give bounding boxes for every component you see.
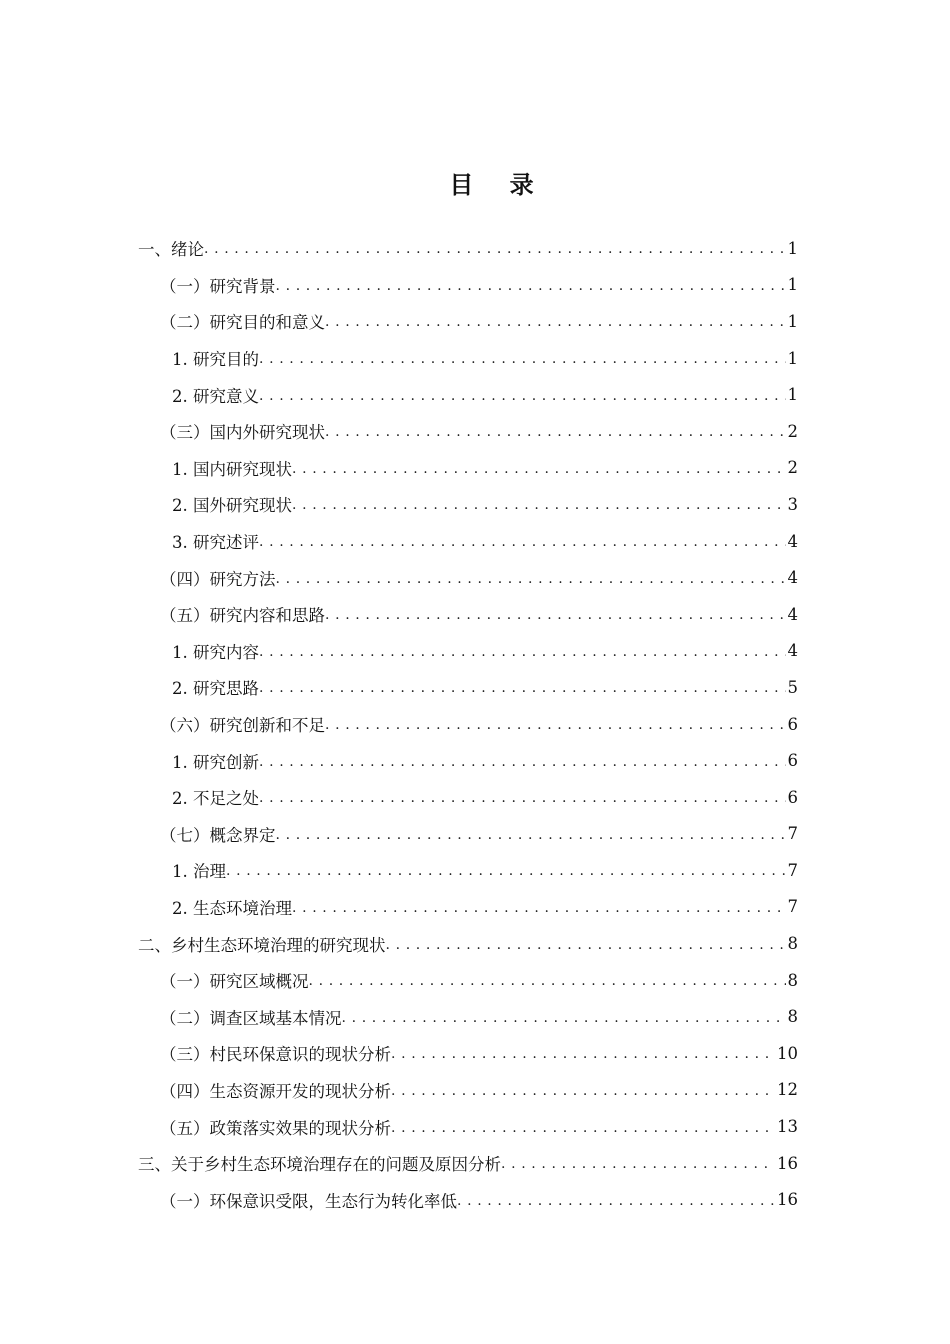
toc-entry[interactable] <box>0 816 950 853</box>
toc-entry-page-number: 16 <box>777 1190 798 1210</box>
toc-entry-label: 1. 研究创新 <box>172 752 259 772</box>
toc-entry-label: 2. 不足之处 <box>172 789 259 809</box>
toc-dot-leader <box>276 827 786 843</box>
toc-entry[interactable] <box>0 303 950 340</box>
toc-dot-leader <box>325 314 786 330</box>
toc-entry-page-number: 4 <box>787 568 798 588</box>
toc-dot-leader <box>276 278 786 294</box>
toc-dot-leader <box>292 900 786 916</box>
toc-entry-page-number: 2 <box>787 421 798 441</box>
toc-entry-page-number: 3 <box>787 494 798 514</box>
toc-entry-page-number: 7 <box>787 897 798 917</box>
toc-entry-label: 3. 研究述评 <box>172 533 259 553</box>
toc-dot-leader <box>259 790 786 806</box>
toc-entry[interactable] <box>0 596 950 633</box>
toc-entry[interactable] <box>0 523 950 560</box>
toc-entry-label: （四）生态资源开发的现状分析 <box>160 1081 391 1101</box>
toc-entry-page-number: 16 <box>777 1153 798 1173</box>
toc-entry-label: 2. 国外研究现状 <box>172 496 292 516</box>
toc-entry-page-number: 1 <box>787 275 798 295</box>
toc-entry-label: （一）环保意识受限，生态行为转化率低 <box>160 1191 457 1211</box>
toc-dot-leader <box>259 388 786 404</box>
toc-entry[interactable] <box>0 742 950 779</box>
toc-entry[interactable] <box>0 962 950 999</box>
toc-entry[interactable] <box>0 889 950 926</box>
toc-entry-page-number: 13 <box>777 1117 798 1137</box>
toc-entry-page-number: 1 <box>787 385 798 405</box>
toc-entry[interactable] <box>0 706 950 743</box>
toc-entry[interactable] <box>0 852 950 889</box>
toc-entry[interactable] <box>0 779 950 816</box>
toc-entry-label: 2. 生态环境治理 <box>172 898 292 918</box>
toc-entry-label: 1. 国内研究现状 <box>172 459 292 479</box>
toc-entry-label: 1. 治理 <box>172 862 226 882</box>
toc-dot-leader <box>204 241 786 257</box>
toc-entry-page-number: 6 <box>787 714 798 734</box>
toc-entry-label: （三）国内外研究现状 <box>160 423 325 443</box>
toc-entry-page-number: 4 <box>787 531 798 551</box>
toc-entry[interactable] <box>0 230 950 267</box>
toc-entry[interactable] <box>0 340 950 377</box>
toc-entry[interactable] <box>0 486 950 523</box>
toc-entry[interactable] <box>0 267 950 304</box>
toc-entry-label: （五）研究内容和思路 <box>160 606 325 626</box>
toc-entry[interactable] <box>0 1072 950 1109</box>
toc-entry-label: （三）村民环保意识的现状分析 <box>160 1045 391 1065</box>
toc-dot-leader <box>501 1156 775 1172</box>
toc-entry-page-number: 6 <box>787 751 798 771</box>
toc-dot-leader <box>391 1120 775 1136</box>
toc-dot-leader <box>259 534 786 550</box>
toc-dot-leader <box>325 424 786 440</box>
toc-entry[interactable] <box>0 925 950 962</box>
toc-entry-page-number: 7 <box>787 824 798 844</box>
toc-entry[interactable] <box>0 450 950 487</box>
toc-dot-leader <box>276 571 786 587</box>
toc-dot-leader <box>457 1193 775 1209</box>
toc-entry-page-number: 7 <box>787 860 798 880</box>
toc-entry-page-number: 5 <box>787 677 798 697</box>
toc-title: 目 录 <box>449 171 548 199</box>
toc-entry-label: （五）政策落实效果的现状分析 <box>160 1118 391 1138</box>
toc-entry[interactable] <box>0 1035 950 1072</box>
toc-list <box>0 230 950 1218</box>
toc-dot-leader <box>309 973 786 989</box>
toc-entry-page-number: 10 <box>777 1043 798 1063</box>
toc-entry[interactable] <box>0 559 950 596</box>
toc-entry-page-number: 8 <box>787 1007 798 1027</box>
toc-dot-leader <box>391 1083 775 1099</box>
toc-entry[interactable] <box>0 1145 950 1182</box>
toc-dot-leader <box>386 937 786 953</box>
toc-entry[interactable] <box>0 669 950 706</box>
toc-dot-leader <box>391 1046 775 1062</box>
toc-entry-label: （二）调查区域基本情况 <box>160 1008 342 1028</box>
toc-entry-label: 1. 研究内容 <box>172 642 259 662</box>
toc-entry-page-number: 12 <box>777 1080 798 1100</box>
toc-entry-label: （六）研究创新和不足 <box>160 716 325 736</box>
toc-dot-leader <box>325 607 786 623</box>
toc-entry-label: 二、乡村生态环境治理的研究现状 <box>138 935 386 955</box>
toc-dot-leader <box>259 754 786 770</box>
toc-dot-leader <box>292 461 786 477</box>
toc-entry[interactable] <box>0 376 950 413</box>
toc-entry-page-number: 4 <box>787 604 798 624</box>
toc-dot-leader <box>325 717 786 733</box>
toc-entry-label: （二）研究目的和意义 <box>160 313 325 333</box>
toc-entry-page-number: 8 <box>787 970 798 990</box>
toc-entry-label: 2. 研究思路 <box>172 679 259 699</box>
toc-entry[interactable] <box>0 1108 950 1145</box>
toc-entry-label: （七）概念界定 <box>160 825 276 845</box>
toc-entry[interactable] <box>0 633 950 670</box>
toc-entry-label: 三、关于乡村生态环境治理存在的问题及原因分析 <box>138 1155 501 1175</box>
toc-entry-label: （一）研究区域概况 <box>160 972 309 992</box>
toc-entry-label: 1. 研究目的 <box>172 350 259 370</box>
toc-entry[interactable] <box>0 413 950 450</box>
toc-dot-leader <box>292 497 786 513</box>
toc-dot-leader <box>259 680 786 696</box>
toc-dot-leader <box>342 1010 786 1026</box>
toc-entry-page-number: 6 <box>787 787 798 807</box>
toc-dot-leader <box>226 863 786 879</box>
toc-entry-label: 一、绪论 <box>138 240 204 260</box>
toc-dot-leader <box>259 351 786 367</box>
toc-entry[interactable] <box>0 998 950 1035</box>
toc-dot-leader <box>259 644 786 660</box>
toc-entry-page-number: 2 <box>787 458 798 478</box>
toc-entry-label: （四）研究方法 <box>160 569 276 589</box>
toc-entry-page-number: 4 <box>787 641 798 661</box>
toc-entry-page-number: 1 <box>787 238 798 258</box>
toc-entry-label: （一）研究背景 <box>160 276 276 296</box>
toc-entry[interactable] <box>0 1181 950 1218</box>
toc-entry-page-number: 1 <box>787 311 798 331</box>
toc-entry-page-number: 1 <box>787 348 798 368</box>
toc-entry-page-number: 8 <box>787 934 798 954</box>
toc-entry-label: 2. 研究意义 <box>172 386 259 406</box>
